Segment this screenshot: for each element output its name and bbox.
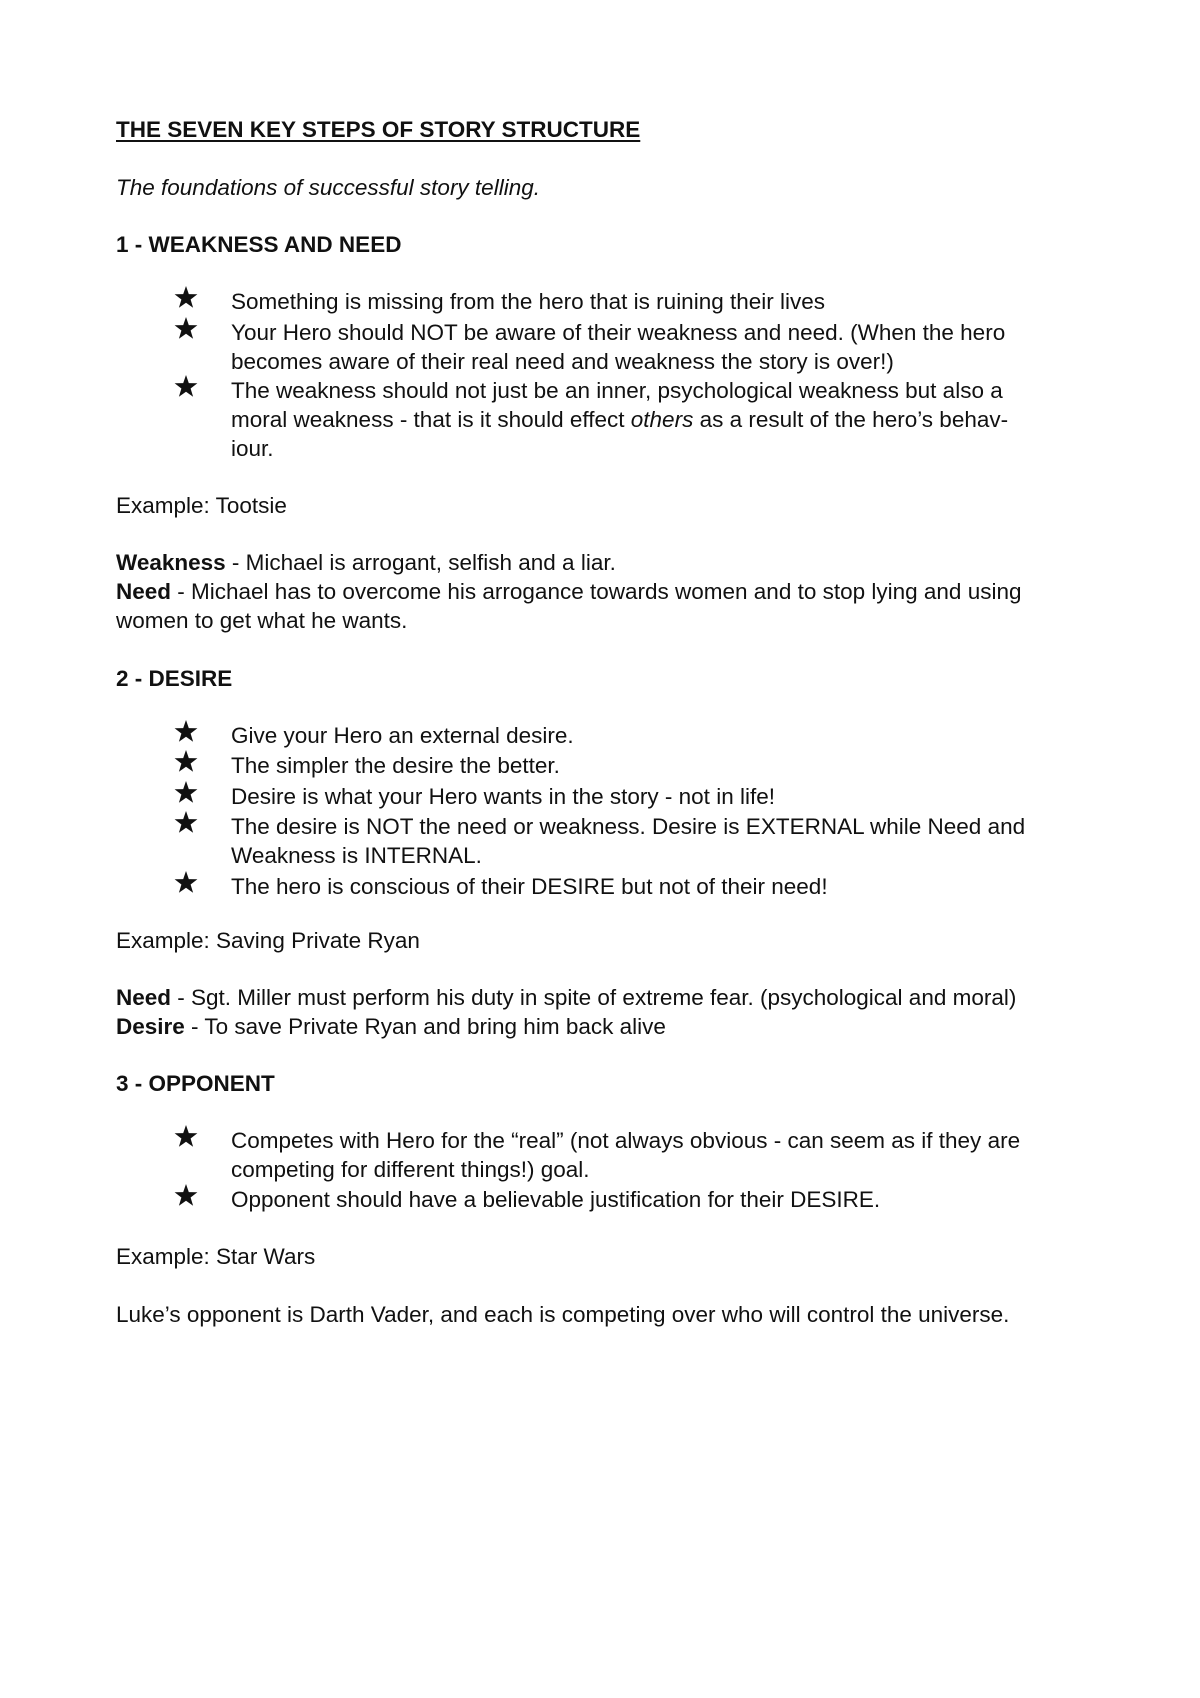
emphasis-text: others — [630, 407, 694, 432]
detail-line — [116, 1300, 1009, 1329]
bullet-text: Give your Hero an external desire. — [231, 723, 574, 748]
bullet-text-continued — [231, 405, 1008, 434]
section-heading-2: 2 - DESIRE — [116, 666, 233, 691]
bullet-text: The weakness should not just be an inner, psychological weakness but also a — [231, 378, 1003, 403]
star-icon — [174, 1183, 198, 1207]
detail-line — [116, 548, 616, 577]
bullet-text: The simpler the desire the better. — [231, 753, 560, 778]
detail-label: Need — [116, 985, 172, 1010]
detail-label: Weakness — [116, 550, 226, 575]
bullet-text: Something is missing from the hero that is ruining their lives — [231, 289, 826, 314]
detail-line — [116, 1012, 666, 1041]
bullet-text-continued: competing for different things!) goal. — [231, 1157, 590, 1182]
star-icon — [174, 316, 198, 340]
detail-text: women to get what he wants. — [116, 608, 408, 633]
detail-line — [116, 577, 1021, 606]
bullet-text: Your Hero should NOT be aware of their weakness and need. (When the hero — [231, 320, 1006, 345]
example-title: Example: Tootsie — [116, 493, 287, 518]
example-title: Example: Saving Private Ryan — [116, 928, 420, 953]
bullet-text-continued: Weakness is INTERNAL. — [231, 843, 482, 868]
detail-text: - Michael is arrogant, selfish and a liar. — [225, 550, 616, 575]
star-icon — [174, 1124, 198, 1148]
detail-line — [116, 983, 1016, 1012]
detail-line — [116, 606, 407, 635]
detail-text: - Michael has to overcome his arrogance towards women and to stop lying and using — [171, 579, 1022, 604]
document-title: THE SEVEN KEY STEPS OF STORY STRUCTURE — [116, 117, 641, 142]
detail-label: Need — [116, 579, 172, 604]
bullet-text: The desire is NOT the need or weakness. Desire is EXTERNAL while Need and — [231, 814, 1026, 839]
section-heading-3: 3 - OPPONENT — [116, 1071, 275, 1096]
bullet-text-part: as a result of the hero’s behav- — [693, 407, 1009, 432]
star-icon — [174, 810, 198, 834]
bullet-text-continued: becomes aware of their real need and weakness the story is over!) — [231, 349, 894, 374]
star-icon — [174, 870, 198, 894]
bullet-text: Desire is what your Hero wants in the story - not in life! — [231, 784, 775, 809]
detail-label: Desire — [116, 1014, 185, 1039]
document-subtitle: The foundations of successful story telling. — [116, 175, 540, 200]
bullet-text: The hero is conscious of their DESIRE but not of their need! — [231, 874, 828, 899]
bullet-text-continued: iour. — [231, 436, 274, 461]
bullet-text-part: moral weakness - that is it should effect — [231, 407, 631, 432]
bullet-text: Opponent should have a believable justification for their DESIRE. — [231, 1187, 881, 1212]
star-icon — [174, 749, 198, 773]
star-icon — [174, 374, 198, 398]
star-icon — [174, 285, 198, 309]
example-title: Example: Star Wars — [116, 1244, 316, 1269]
detail-text: Luke’s opponent is Darth Vader, and each is competing over who will control the universe. — [116, 1302, 1010, 1327]
star-icon — [174, 780, 198, 804]
detail-text: - Sgt. Miller must perform his duty in spite of extreme fear. (psychological and moral) — [171, 985, 1017, 1010]
detail-text: - To save Private Ryan and bring him back alive — [184, 1014, 666, 1039]
star-icon — [174, 719, 198, 743]
bullet-text: Competes with Hero for the “real” (not always obvious - can seem as if they are — [231, 1128, 1021, 1153]
section-heading-1: 1 - WEAKNESS AND NEED — [116, 232, 402, 257]
